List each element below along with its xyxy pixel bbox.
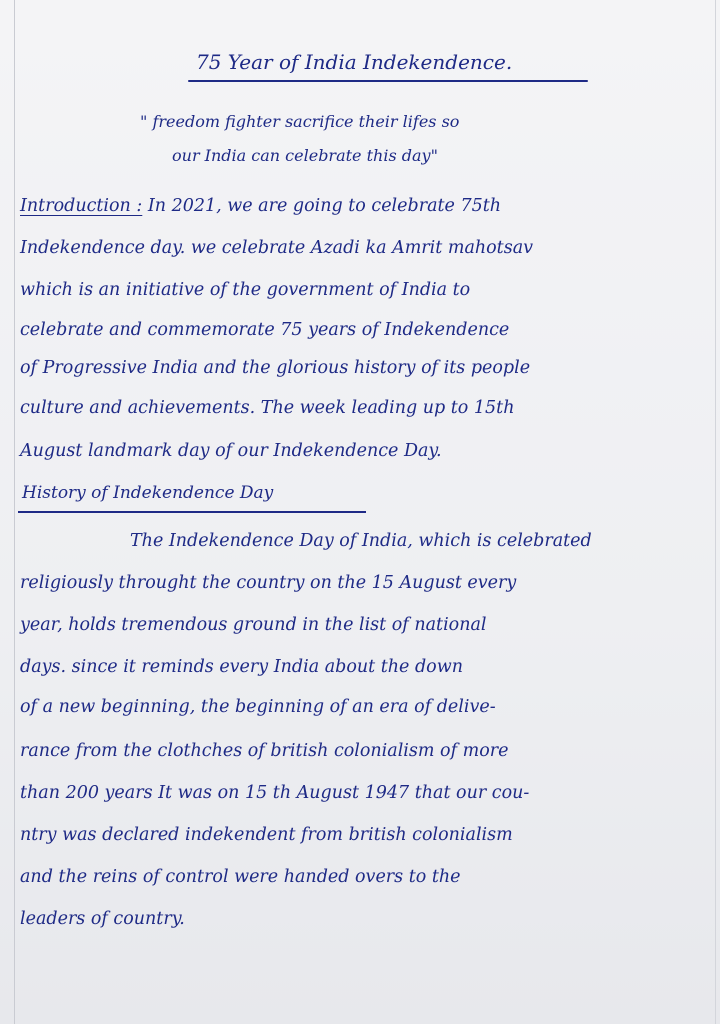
introduction-text: In 2021, we are going to celebrate 75th	[147, 196, 502, 216]
history-line-1: The Indekendence Day of India, which is celebrated	[130, 531, 592, 551]
introduction-line-3: which is an initiative of the government of India to	[20, 280, 471, 300]
introduction-line-5: of Progressive India and the glorious history of its people	[20, 358, 531, 378]
introduction-line-2: Indekendence day. we celebrate Azadi ka Amrit mahotsav	[20, 238, 534, 258]
introduction-line-4: celebrate and commemorate 75 years of Indekendence	[20, 320, 510, 340]
history-line-7: than 200 years It was on 15 th August 1947 that our cou-	[20, 783, 530, 803]
history-line-2: religiously throught the country on the 15 August every	[20, 573, 517, 593]
history-line-10: leaders of country.	[20, 909, 185, 929]
history-line-8: ntry was declared indekendent from british colonialism	[20, 825, 513, 845]
introduction-line-1	[20, 196, 501, 216]
history-line-5: of a new beginning, the beginning of an era of delive-	[20, 697, 496, 717]
page-title: 75 Year of India Indekendence.	[196, 50, 513, 74]
title-underline	[188, 80, 588, 82]
introduction-heading: Introduction :	[20, 196, 143, 216]
introduction-line-7: August landmark day of our Indekendence Day.	[20, 441, 442, 461]
page-margin-line	[14, 0, 15, 1024]
history-line-4: days. since it reminds every India about the down	[20, 657, 463, 677]
history-line-9: and the reins of control were handed overs to the	[20, 867, 461, 887]
history-line-6: rance from the clothches of british colonialism of more	[20, 741, 509, 761]
history-heading: History of Indekendence Day	[22, 483, 274, 503]
quote-line-1: " freedom fighter sacrifice their lifes so	[140, 112, 460, 131]
page-edge-line	[715, 0, 716, 1024]
introduction-line-6: culture and achievements. The week leading up to 15th	[20, 398, 515, 418]
quote-line-2: our India can celebrate this day"	[172, 146, 438, 165]
history-heading-underline	[18, 511, 366, 513]
history-line-3: year, holds tremendous ground in the list of national	[20, 615, 487, 635]
